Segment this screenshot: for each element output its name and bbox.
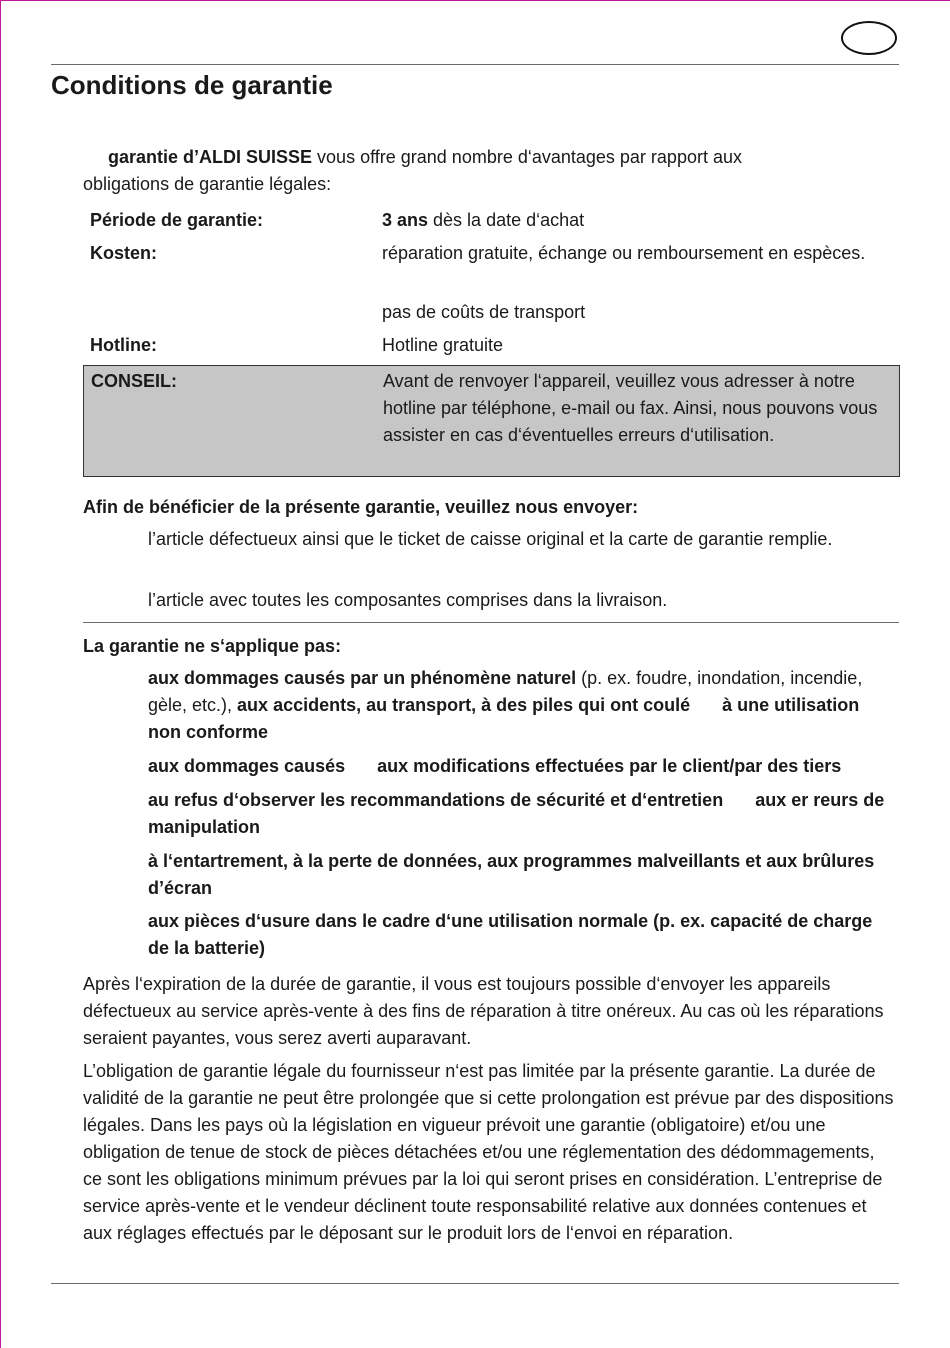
header-rule [51,64,899,65]
benefit-item-1: l’article défectueux ainsi que le ticket de caisse original et la carte de garantie remplie. [148,529,833,549]
exclusion-2-part-a: aux dommages causés [148,756,346,776]
period-value-bold: 3 ans [382,210,429,230]
period-label: Période de garantie: [90,210,264,230]
costs-value: réparation gratuite, échange ou remboursement en espèces. [382,243,866,263]
exclusion-item-1 [148,665,893,746]
exclusion-item-3 [148,787,893,841]
exclusion-1-bold-c: à une utilisation non conforme [148,695,860,742]
section-rule [83,622,899,623]
intro-line1-rest: vous offre grand nombre d‘avantages par rapport aux [312,147,742,167]
period-value [382,207,900,240]
benefit-item-2: l’article avec toutes les composantes comprises dans la livraison. [148,590,668,610]
page-edge-top [0,0,950,1]
exclusion-item-4: à l‘entartrement, à la perte de données, aux programmes malveillants et aux brûlures d’écran [148,851,875,898]
period-value-rest: dès la date d‘achat [428,210,585,230]
legal-obligation-paragraph: L’obligation de garantie légale du fournisseur n‘est pas limitée par la présente garantie. La durée de validité de la garantie ne peut être prolongée que si cette prolongation est prévue par des dispositions légales. Dans les pays où la législation en vigueur prévoit une garantie (obligatoire) et/ou une obligation de tenue de stock de pièces détachées et/ou une réglementation des dédommagements, ce sont les obligations minimum prévues par la loi qui seront prises en considération. L’entreprise de service après-vente et le vendeur déclinent toute responsabilité relative aux données contenues et aux réglages effectués par le déposant sur le produit lors de l‘envoi en réparation. [83,1061,894,1243]
exclusion-item-2 [148,753,893,780]
advice-value: Avant de renvoyer l‘appareil, veuillez vous adresser à notre hotline par téléphone, e-mail ou fax. Ainsi, nous pouvons vous assister en cas d‘éventuelles erreurs d‘utilisation. [383,371,878,445]
transport-label-empty [83,299,382,332]
table-row-transport [83,299,900,332]
table-row-period [83,207,900,240]
benefit-heading: Afin de bénéficier de la présente garantie, veuillez nous envoyer: [83,497,639,517]
intro-lead: garantie d’ALDI SUISSE [108,147,313,167]
table-row-costs [83,240,900,299]
hotline-value: Hotline gratuite [382,335,504,355]
intro-paragraph [83,144,883,198]
advice-label: CONSEIL: [91,371,178,391]
language-oval-badge [841,21,897,55]
page-title: Conditions de garantie [51,70,333,100]
exclusion-item-5: aux pièces d‘usure dans le cadre d‘une utilisation normale (p. ex. capacité de charge de la batterie) [148,911,873,958]
exclusion-1-normal: (p. ex. foudre, inondation, incendie, gèle, etc.), [148,668,863,715]
after-warranty-paragraph: Après l‘expiration de la durée de garantie, il vous est toujours possible d‘envoyer les appareils défectueux au service après-vente à des fins de réparation à titre onéreux. Au cas où les réparations seraient payantes, vous serez averti auparavant. [83,974,884,1048]
exclusion-2-part-b: aux modifications effectuées par le client/par des tiers [377,756,842,776]
exclusion-1-bold-b: aux accidents, au transport, à des piles qui ont coulé [237,695,691,715]
table-row-hotline [83,332,900,365]
warranty-table [83,207,900,477]
intro-line2: obligations de garantie légales: [83,174,332,194]
exclusions-heading: La garantie ne s‘applique pas: [83,636,342,656]
exclusion-3-part-a: au refus d‘observer les recommandations de sécurité et d‘entretien [148,790,724,810]
page-edge-left [0,0,1,1348]
hotline-label: Hotline: [90,335,157,355]
costs-label: Kosten: [90,243,157,263]
transport-value: pas de coûts de transport [382,302,586,322]
exclusion-3-part-b: aux er reurs de manipulation [148,790,885,837]
footer-rule [51,1283,899,1284]
exclusion-1-bold-a: aux dommages causés par un phénomène naturel [148,668,577,688]
table-row-advice [83,365,900,477]
